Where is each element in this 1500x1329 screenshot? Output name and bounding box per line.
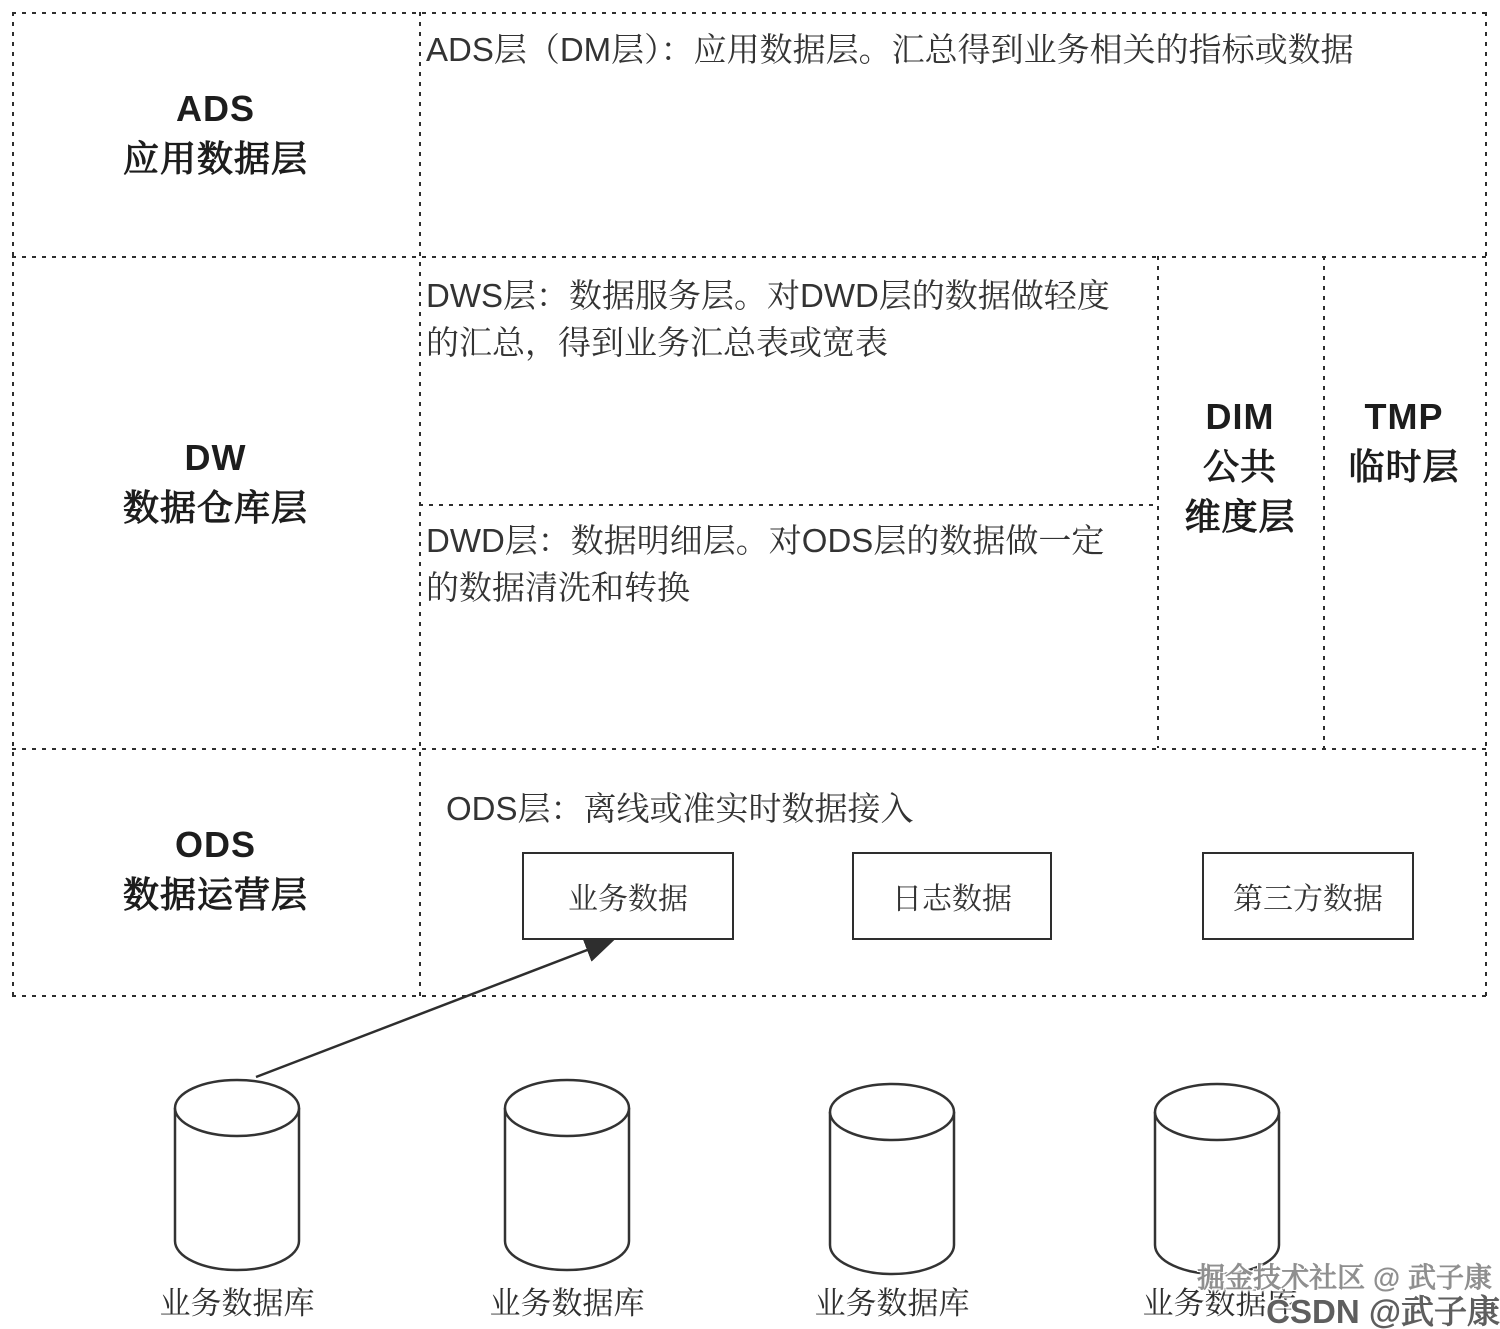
dw-layer-label (12, 433, 419, 533)
dim-name2: 维度层 (1184, 496, 1296, 537)
third-party-data-label: 第三方数据 (1233, 883, 1383, 916)
tmp-name: 临时层 (1348, 446, 1460, 487)
database-cylinder-icon (1152, 1082, 1282, 1277)
tmp-column-label (1323, 392, 1485, 492)
outer-border-right (1485, 12, 1487, 997)
ads-description: ADS层（DM层）：应用数据层。汇总得到业务相关的指标或数据 (426, 31, 1354, 68)
divider-ads-dw (12, 256, 1487, 258)
dwd-description: DWD层：数据明细层。对ODS层的数据做一定的数据清洗和转换 (426, 522, 1105, 606)
third-party-data-box (1202, 852, 1414, 940)
juejin-watermark: 掘金技术社区 @ 武子康 (1197, 1262, 1492, 1293)
database-label: 业务数据库 (489, 1286, 645, 1321)
dw-layer-code: DW (184, 437, 247, 478)
database-label: 业务数据库 (814, 1286, 970, 1321)
divider-dws-dwd (419, 504, 1159, 506)
database-cylinder-icon (172, 1078, 302, 1273)
database-label: 业务数据库 (1142, 1286, 1298, 1321)
ods-layer-code: ODS (174, 824, 256, 865)
ads-layer-code: ADS (175, 88, 255, 129)
dw-layer-name: 数据仓库层 (122, 487, 308, 528)
business-data-box (522, 852, 734, 940)
tmp-code: TMP (1364, 396, 1444, 437)
database-cylinder-icon (827, 1082, 957, 1277)
divider-dw-ods (12, 748, 1487, 750)
dws-description: DWS层：数据服务层。对DWD层的数据做轻度的汇总，得到业务汇总表或宽表 (426, 277, 1110, 361)
ads-layer-name: 应用数据层 (122, 138, 308, 179)
csdn-watermark: CSDN @武子康 (1266, 1293, 1500, 1329)
dim-column-label (1157, 392, 1323, 542)
ads-layer-label (12, 84, 419, 184)
dim-code: DIM (1205, 396, 1275, 437)
outer-border-bottom (12, 995, 1487, 997)
ods-description: ODS层：离线或准实时数据接入 (446, 790, 914, 827)
outer-border-top (12, 12, 1487, 14)
business-data-label: 业务数据 (568, 883, 688, 916)
ods-layer-label (12, 820, 419, 920)
dim-name1: 公共 (1202, 446, 1277, 487)
log-data-label: 日志数据 (892, 883, 1012, 916)
database-label: 业务数据库 (159, 1286, 315, 1321)
log-data-box (852, 852, 1052, 940)
ods-layer-name: 数据运营层 (122, 874, 308, 915)
database-cylinder-icon (502, 1078, 632, 1273)
divider-tmp-left (1323, 256, 1325, 748)
